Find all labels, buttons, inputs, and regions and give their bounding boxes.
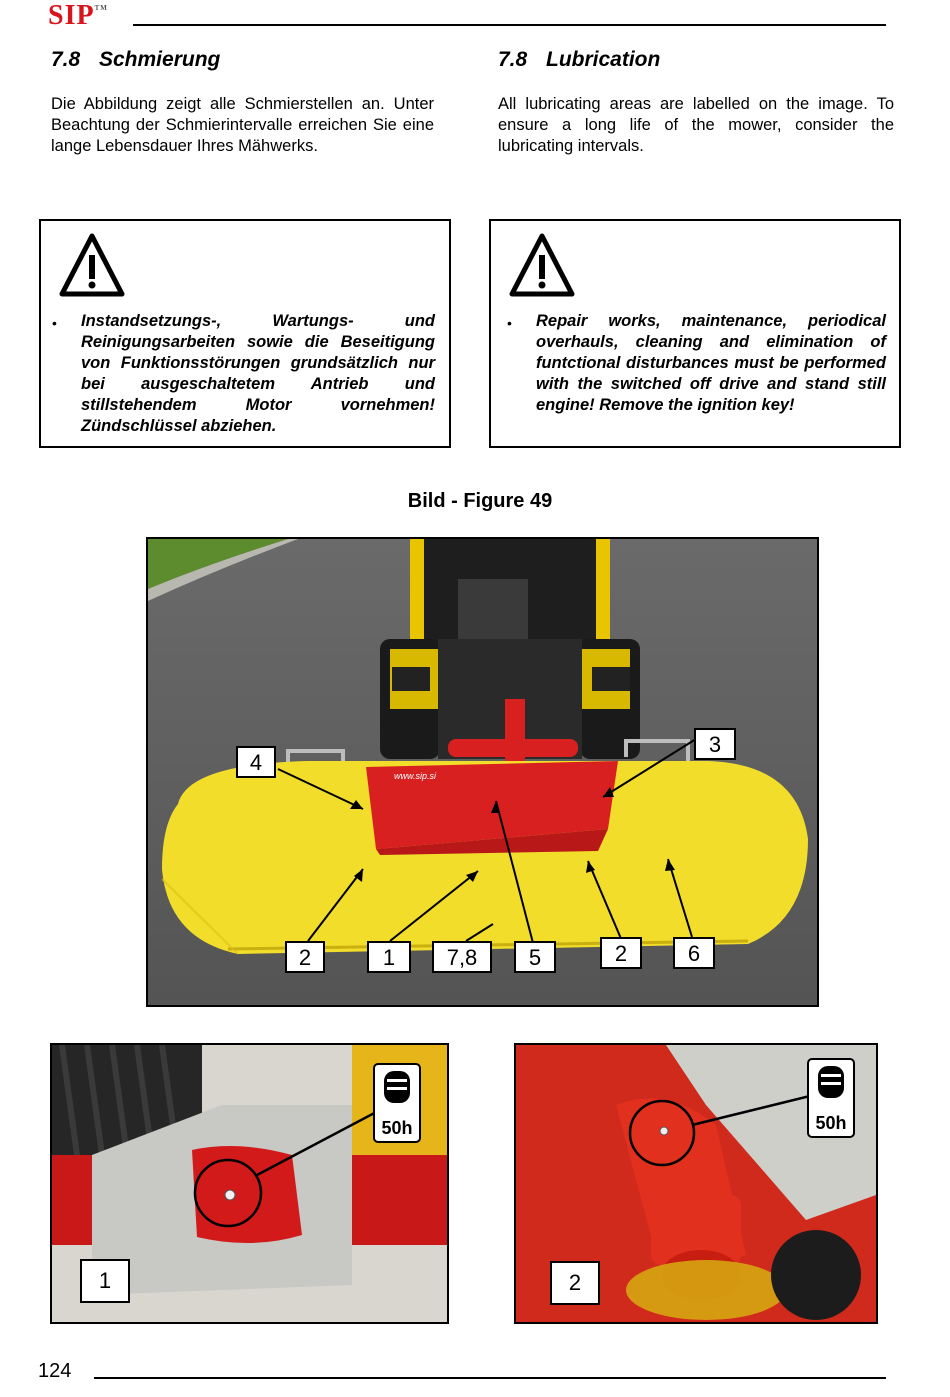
intro-paragraph-de: Die Abbildung zeigt alle Schmierstellen an. Unter Beachtung der Schmierintervalle erreichen Sie eine lange Lebensdauer Ihres Mähwerks.: [51, 95, 434, 155]
warning-triangle-icon: [509, 233, 575, 297]
warning-text-de: Instandsetzungs-, Wartungs- und Reinigungsarbeiten sowie die Beseitigung von Funktionsstörungen grundsätzlich nur bei ausgeschaltetem Antrieb und stillstehendem Motor vornehmen! Zündschlüssel abziehen.: [81, 312, 435, 435]
warning-triangle-icon: [59, 233, 125, 297]
callout-label: 1: [80, 1259, 130, 1303]
figure-title: Bild - Figure 49: [407, 490, 553, 512]
section-heading-en: 7.8 Lubrication: [498, 48, 661, 71]
callout-label: 1: [367, 941, 411, 973]
warning-box-en: [489, 219, 901, 448]
intro-paragraph-en: All lubricating areas are labelled on the image. To ensure a long life of the mower, consider the lubricating intervals.: [498, 95, 894, 155]
sip-logo: SIP™: [48, 0, 108, 31]
callout-label: 2: [600, 937, 642, 969]
detail-photo-1: [50, 1043, 449, 1324]
mower-overview-photo: [146, 537, 819, 1007]
callout-label: 5: [514, 941, 556, 973]
callout-label: 2: [550, 1261, 600, 1305]
callout-label: 3: [694, 728, 736, 760]
hood-brand-text: www.sip.si: [394, 771, 437, 781]
interval-text: 50h: [381, 1118, 413, 1138]
callout-label: 2: [285, 941, 325, 973]
detail-photo-2: [514, 1043, 878, 1324]
callout-label: 7,8: [432, 941, 492, 973]
bullet-icon: •: [52, 315, 57, 331]
interval-text: 50h: [815, 1113, 847, 1133]
footer-rule: [94, 1377, 886, 1379]
callout-label: 4: [236, 746, 276, 778]
header-rule: [133, 24, 886, 26]
callout-label: 6: [673, 937, 715, 969]
section-heading-de: 7.8 Schmierung: [51, 48, 221, 71]
warning-box-de: [39, 219, 451, 448]
page-number: 124: [38, 1360, 72, 1382]
warning-text-en: Repair works, maintenance, periodical overhauls, cleaning and elimination of funtctional disturbances must be performed with the switched off drive and stand still engine! Remove the ignition key!: [536, 312, 886, 414]
bullet-icon: •: [507, 315, 512, 331]
